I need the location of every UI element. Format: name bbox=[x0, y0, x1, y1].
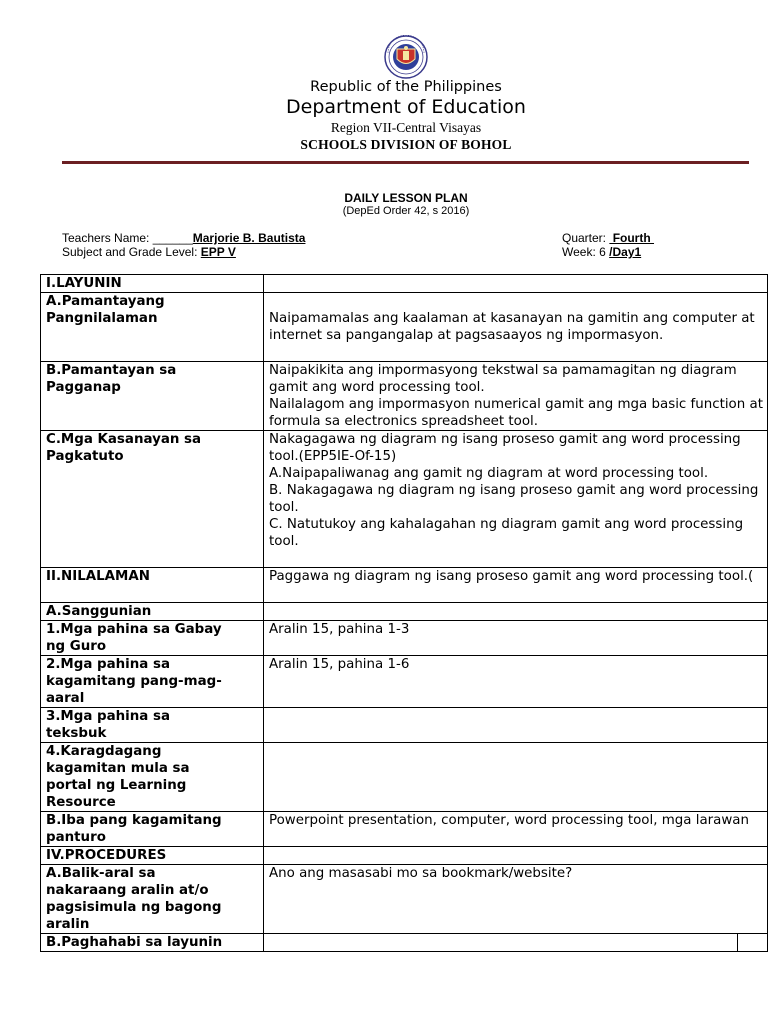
row-label: II.NILALAMAN bbox=[41, 568, 264, 603]
row-value bbox=[264, 275, 768, 293]
document-subtitle: (DepEd Order 42, s 2016) bbox=[342, 205, 470, 217]
subject-label: Subject and Grade Level: bbox=[62, 245, 201, 259]
table-row bbox=[41, 656, 768, 708]
table-row bbox=[41, 568, 768, 603]
deped-seal-logo bbox=[375, 35, 437, 79]
table-row bbox=[41, 275, 768, 293]
table-row bbox=[41, 362, 768, 431]
row-label: I.LAYUNIN bbox=[41, 275, 264, 293]
table-row bbox=[41, 865, 768, 934]
teacher-label: Teachers Name: bbox=[62, 231, 153, 245]
row-value: Naipakikita ang impormasyong tekstwal sa pamamagitan ng diagram gamit ang word processing tool. Nailalagom ang impormasyon numerical gamit ang mga basic function at formula sa electronics spreadsheet tool. bbox=[264, 362, 768, 431]
quarter-label: Quarter: bbox=[562, 231, 610, 245]
republic-heading: Republic of the Philippines bbox=[310, 79, 502, 95]
week-value: /Day1 bbox=[609, 245, 642, 259]
row-label: C.Mga Kasanayan sa Pagkatuto bbox=[41, 431, 264, 568]
row-value: Nakagagawa ng diagram ng isang proseso gamit ang word processing tool.(EPP5IE-Of-15) A.Naipapaliwanag ang gamit ng diagram at word processing tool. B. Nakagagawa ng diagram ng isang proseso gamit ang word processing tool. C. Natutukoy ang kahalagahan ng diagram gamit ang word processing tool. bbox=[264, 431, 768, 568]
row-label: B.Iba pang kagamitang panturo bbox=[41, 812, 264, 847]
row-value bbox=[264, 708, 768, 743]
row-value bbox=[264, 743, 768, 812]
row-label: 1.Mga pahina sa Gabay ng Guro bbox=[41, 621, 264, 656]
row-label: A.Pamantayang Pangnilalaman bbox=[41, 293, 264, 362]
row-value: Aralin 15, pahina 1-6 bbox=[264, 656, 768, 708]
table-row bbox=[41, 293, 768, 362]
table-row bbox=[41, 431, 768, 568]
header-divider bbox=[62, 161, 749, 164]
department-heading: Department of Education bbox=[286, 96, 526, 118]
region-heading: Region VII-Central Visayas bbox=[330, 120, 482, 135]
teacher-blank: ______ bbox=[152, 231, 193, 245]
table-row bbox=[41, 812, 768, 847]
teacher-name-value: Marjorie B. Bautista bbox=[192, 231, 306, 245]
table-row bbox=[41, 743, 768, 812]
row-label: 3.Mga pahina sa teksbuk bbox=[41, 708, 264, 743]
document-title: DAILY LESSON PLAN bbox=[344, 191, 468, 205]
table-row bbox=[41, 934, 768, 952]
row-value: Powerpoint presentation, computer, word processing tool, mga larawan bbox=[264, 812, 768, 847]
week-line bbox=[562, 245, 641, 259]
row-value: Ano ang masasabi mo sa bookmark/website? bbox=[264, 865, 768, 934]
teacher-name-line bbox=[62, 231, 305, 245]
week-label: Week: 6 bbox=[562, 245, 610, 259]
quarter-line bbox=[562, 231, 654, 245]
row-value: Paggawa ng diagram ng isang proseso gamit ang word processing tool.( bbox=[264, 568, 768, 603]
row-label: A.Balik-aral sa nakaraang aralin at/o pagsisimula ng bagong aralin bbox=[41, 865, 264, 934]
row-label: A.Sanggunian bbox=[41, 603, 264, 621]
division-heading: SCHOOLS DIVISION OF BOHOL bbox=[300, 137, 512, 152]
table-row bbox=[41, 603, 768, 621]
row-value bbox=[264, 603, 768, 621]
row-value: Aralin 15, pahina 1-3 bbox=[264, 621, 768, 656]
row-value: Naipamamalas ang kaalaman at kasanayan na gamitin ang computer at internet sa pangangalap at pagsasaayos ng impormasyon. bbox=[264, 293, 768, 362]
row-label: B.Paghahabi sa layunin bbox=[41, 934, 264, 952]
row-extra-cell bbox=[738, 934, 768, 952]
row-label: B.Pamantayan sa Pagganap bbox=[41, 362, 264, 431]
quarter-value: Fourth bbox=[609, 231, 655, 245]
row-label: 2.Mga pahina sa kagamitang pang-mag- aaral bbox=[41, 656, 264, 708]
row-label: IV.PROCEDURES bbox=[41, 847, 264, 865]
table-row bbox=[41, 847, 768, 865]
table-row bbox=[41, 708, 768, 743]
lesson-plan-table bbox=[40, 274, 768, 952]
table-row bbox=[41, 621, 768, 656]
subject-value: EPP V bbox=[200, 245, 236, 259]
row-label: 4.Karagdagang kagamitan mula sa portal ng Learning Resource bbox=[41, 743, 264, 812]
row-value bbox=[264, 934, 738, 952]
subject-line bbox=[62, 245, 236, 259]
row-value bbox=[264, 847, 768, 865]
